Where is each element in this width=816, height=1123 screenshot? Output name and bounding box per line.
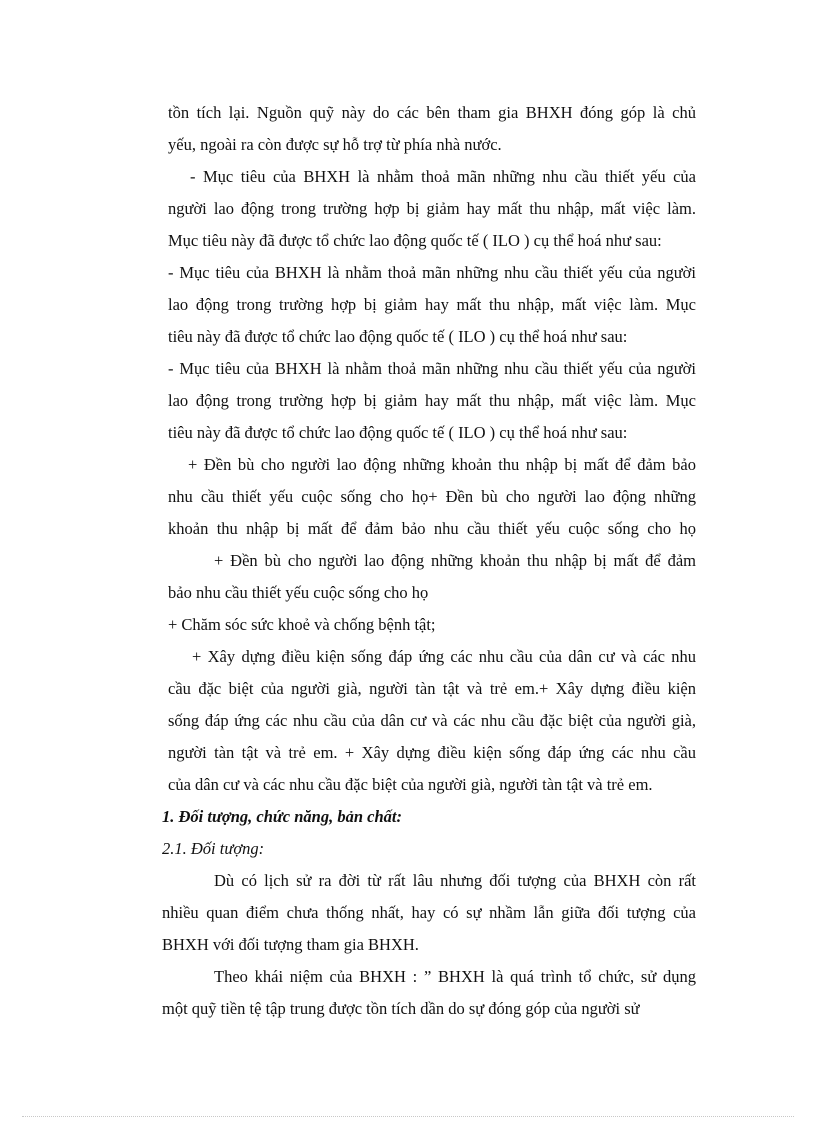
paragraph-line: + Xây dựng điều kiện sống đáp ứng các nhu cầu của dân cư và các nhu — [192, 647, 696, 666]
paragraph-line: - Mục tiêu của BHXH là nhằm thoả mãn những nhu cầu thiết yếu của — [190, 167, 696, 186]
paragraph-line: khoản thu nhập bị mất để đảm bảo nhu cầu thiết yếu cuộc sống cho họ — [168, 519, 696, 538]
paragraph-line: Theo khái niệm của BHXH : ” BHXH là quá trình tổ chức, sử dụng — [214, 967, 696, 986]
page-bottom-rule — [22, 1116, 794, 1117]
paragraph-line: yếu, ngoài ra còn được sự hỗ trợ từ phía nhà nước. — [168, 135, 502, 154]
paragraph-line: bảo nhu cầu thiết yếu cuộc sống cho họ — [168, 583, 429, 602]
paragraph-line: nhiều quan điểm chưa thống nhất, hay có sự nhầm lẫn giữa đối tượng của — [162, 903, 696, 922]
paragraph-line: nhu cầu thiết yếu cuộc sống cho họ+ Đền bù cho người lao động những — [168, 487, 696, 506]
paragraph-line: BHXH với đối tượng tham gia BHXH. — [162, 935, 419, 954]
paragraph-line: cầu đặc biệt của người già, người tàn tật và trẻ em.+ Xây dựng điều kiện — [168, 679, 696, 698]
paragraph-line: của dân cư và các nhu cầu đặc biệt của người già, người tàn tật và trẻ em. — [168, 775, 653, 794]
paragraph-line: một quỹ tiền tệ tập trung được tồn tích dần do sự đóng góp của người sử — [162, 999, 640, 1018]
paragraph-line: Mục tiêu này đã được tổ chức lao động quốc tế ( ILO ) cụ thể hoá như sau: — [168, 231, 662, 250]
paragraph-line: tiêu này đã được tổ chức lao động quốc tế ( ILO ) cụ thể hoá như sau: — [168, 423, 628, 442]
paragraph-line: người lao động trong trường hợp bị giảm hay mất thu nhập, mất việc làm. — [168, 199, 696, 218]
paragraph-line: + Chăm sóc sức khoẻ và chống bệnh tật; — [168, 615, 436, 634]
paragraph-line: + Đền bù cho người lao động những khoản thu nhập bị mất để đảm — [214, 551, 696, 570]
paragraph-line: tiêu này đã được tổ chức lao động quốc tế ( ILO ) cụ thể hoá như sau: — [168, 327, 628, 346]
paragraph-line: + Đền bù cho người lao động những khoản thu nhập bị mất để đảm bảo — [188, 455, 696, 474]
paragraph-line: tồn tích lại. Nguồn quỹ này do các bên tham gia BHXH đóng góp là chủ — [168, 103, 696, 122]
paragraph-line: - Mục tiêu của BHXH là nhằm thoả mãn những nhu cầu thiết yếu của người — [168, 263, 696, 282]
paragraph-line: lao động trong trường hợp bị giảm hay mất thu nhập, mất việc làm. Mục — [168, 295, 696, 314]
paragraph-line: người tàn tật và trẻ em. + Xây dựng điều kiện sống đáp ứng các nhu cầu — [168, 743, 696, 762]
paragraph-line: lao động trong trường hợp bị giảm hay mất thu nhập, mất việc làm. Mục — [168, 391, 696, 410]
paragraph-line: sống đáp ứng các nhu cầu của dân cư và các nhu cầu đặc biệt của người già, — [168, 711, 696, 730]
paragraph-line: - Mục tiêu của BHXH là nhằm thoả mãn những nhu cầu thiết yếu của người — [168, 359, 696, 378]
section-heading: 1. Đối tượng, chức năng, bản chất: — [162, 807, 402, 826]
paragraph-line: Dù có lịch sử ra đời từ rất lâu nhưng đối tượng của BHXH còn rất — [214, 871, 696, 890]
subsection-heading: 2.1. Đối tượng: — [162, 839, 265, 858]
